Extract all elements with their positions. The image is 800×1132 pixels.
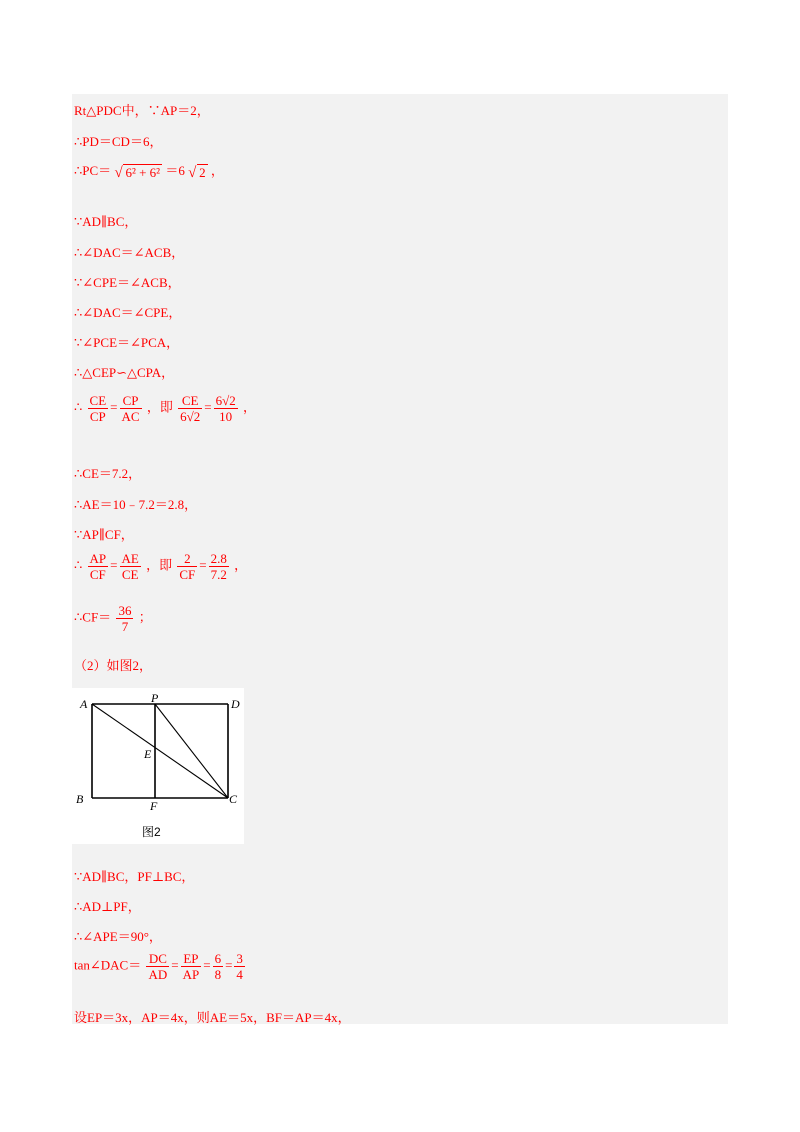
label-f: F xyxy=(150,799,158,813)
line-10-end: ， xyxy=(242,399,256,415)
numerator: CE xyxy=(89,393,107,408)
line-10: ∴ $\frac{CE}{CP}$ = $\frac{CP}{AC}$ ，即 $\frac{CE}{6√2}$ = $\frac{6√2}{10}$ ， xyxy=(74,393,256,424)
fraction-ep-ap xyxy=(181,951,202,982)
label-a: A xyxy=(80,697,88,711)
denominator: 4 xyxy=(236,967,243,982)
numerator: 2 xyxy=(177,551,197,567)
numerator: CP xyxy=(120,393,142,409)
line-6: ∵∠CPE＝∠ACB， xyxy=(74,275,181,290)
label-b: B xyxy=(76,792,84,806)
therefore-symbol: ∴ xyxy=(74,557,83,573)
fraction-36-7 xyxy=(116,603,133,634)
fraction-ae-ce xyxy=(120,551,141,582)
line-20-prefix: tan∠DAC＝ xyxy=(74,957,142,973)
numerator: AE xyxy=(121,551,139,566)
radicand: 6² + 6² xyxy=(125,164,161,180)
numerator: CE xyxy=(178,393,202,409)
denominator: CP xyxy=(89,409,106,424)
line-20: tan∠DAC＝ $\frac{DC}{AD}$ = $\frac{EP}{AP}$ = $\frac{6}{8}$ = $\frac{3}{4}$ xyxy=(74,951,243,982)
fraction-ce-cp xyxy=(88,393,109,424)
denominator: AP xyxy=(182,967,200,982)
fraction-dc-ad xyxy=(146,951,169,982)
denominator: 10 xyxy=(219,409,233,424)
line-18: ∴AD⊥PF， xyxy=(74,899,141,914)
fraction-ce-6root2 xyxy=(178,393,202,424)
fraction-6root2-10 xyxy=(214,393,238,424)
line-8: ∵∠PCE＝∠PCA， xyxy=(74,335,180,350)
numerator: 3 xyxy=(236,951,243,966)
line-5: ∴∠DAC＝∠ACB， xyxy=(74,245,185,260)
line-21: 设EP＝3x，AP＝4x，则AE＝5x，BF＝AP＝4x， xyxy=(74,1010,351,1025)
numerator: 6√2 xyxy=(215,393,236,408)
numerator: 36 xyxy=(118,603,132,618)
label-p: P xyxy=(151,691,159,705)
line-14: ∴ $\frac{AP}{CF}$ = $\frac{AE}{CE}$ ，即 $\frac{2}{CF}$ = $\frac{2.8}{7.2}$ ， xyxy=(74,551,248,582)
label-e: E xyxy=(144,747,152,761)
line-2: ∴PD＝CD＝6， xyxy=(74,134,163,149)
denominator: AC xyxy=(121,409,140,424)
line-15-prefix: ∴CF＝ xyxy=(74,609,112,625)
line-3-eq: ＝6 xyxy=(165,163,185,178)
line-12: ∴AE＝10﹣7.2＝2.8， xyxy=(74,497,198,512)
part-2-heading: （2）如图2， xyxy=(74,658,153,673)
denominator: 8 xyxy=(214,967,222,982)
line-19: ∴∠APE＝90°， xyxy=(74,929,162,944)
figure-caption: 图2 xyxy=(142,825,161,839)
radicand-2: 2 xyxy=(199,164,206,180)
fraction-cp-ac xyxy=(120,393,142,424)
segment-pc xyxy=(155,704,228,798)
line-7: ∴∠DAC＝∠CPE， xyxy=(74,305,182,320)
denominator: CF xyxy=(89,567,106,582)
denominator: 6√2 xyxy=(180,409,201,424)
denominator: 7 xyxy=(121,619,129,634)
line-9: ∴△CEP∽△CPA， xyxy=(74,365,175,380)
label-c: C xyxy=(229,792,238,806)
figure-2 xyxy=(72,688,244,844)
line-14-mid: ，即 xyxy=(146,557,173,573)
therefore-symbol: ∴ xyxy=(74,399,83,415)
numerator: AP xyxy=(89,551,107,566)
numerator: 6 xyxy=(214,951,222,966)
fraction-2.8-7.2 xyxy=(209,551,229,582)
numerator: DC xyxy=(146,951,169,967)
fraction-6-8 xyxy=(213,951,224,982)
radical-6sq-6sq: √ 6² + 6² xyxy=(114,164,161,181)
denominator: CF xyxy=(179,567,196,582)
line-13: ∵AP∥CF， xyxy=(74,527,134,542)
line-3-end: ， xyxy=(210,163,224,178)
fraction-ap-cf xyxy=(88,551,109,582)
denominator: AD xyxy=(148,967,168,982)
line-3-prefix: ∴PC＝ xyxy=(74,163,112,178)
line-3 xyxy=(74,160,224,181)
line-15 xyxy=(74,603,152,634)
line-14-end: ， xyxy=(234,557,248,573)
geometry-diagram xyxy=(72,688,244,844)
line-11: ∴CE＝7.2， xyxy=(74,466,142,481)
line-4: ∵AD∥BC， xyxy=(74,214,138,229)
line-1: Rt△PDC中，∵AP＝2， xyxy=(74,103,210,118)
label-d: D xyxy=(231,697,240,711)
numerator: 2.8 xyxy=(210,551,227,566)
denominator: CE xyxy=(121,567,139,582)
line-15-end: ； xyxy=(138,609,152,625)
segment-ac xyxy=(92,704,228,798)
line-10-mid: ，即 xyxy=(146,399,173,415)
radical-2: √ 2 xyxy=(188,164,206,181)
fraction-3-4 xyxy=(234,951,245,982)
line-17: ∵AD∥BC，PF⊥BC， xyxy=(74,869,195,884)
numerator: EP xyxy=(181,951,202,967)
denominator: 7.2 xyxy=(210,567,227,582)
fraction-2-cf xyxy=(177,551,197,582)
